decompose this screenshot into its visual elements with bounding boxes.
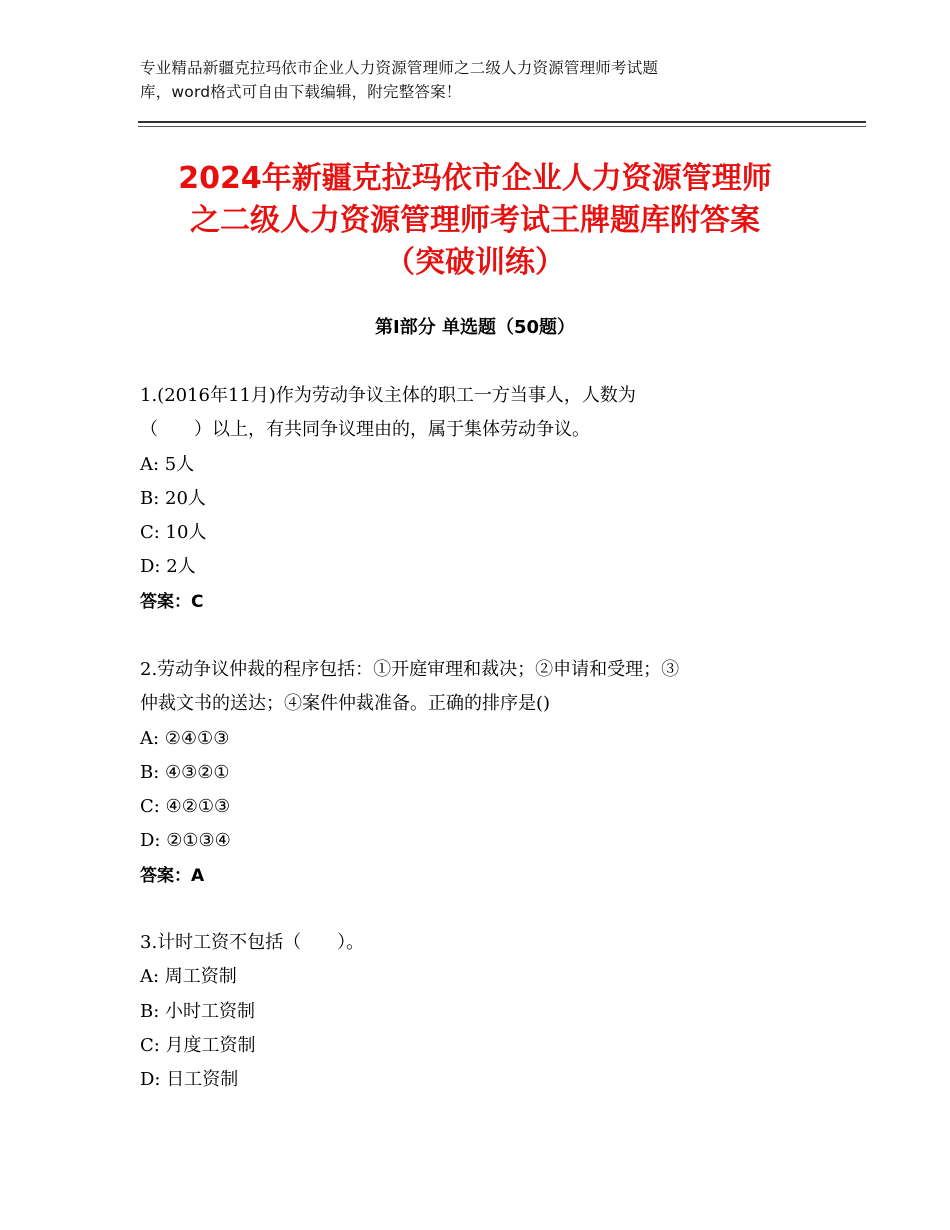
- question-1-option-c: C: 10人: [140, 522, 207, 544]
- question-3-option-c: C: 月度工资制: [140, 1034, 256, 1056]
- question-1: [140, 379, 820, 619]
- question-1-option-d: D: 2人: [140, 556, 196, 578]
- question-1-option-b: B: 20人: [140, 487, 206, 509]
- question-1-answer: 答案：C: [140, 591, 204, 612]
- header-divider-thin: [138, 126, 866, 127]
- title-line-1: 2024年新疆克拉玛依市企业人力资源管理师: [178, 161, 772, 196]
- question-2-stem-line-2: 仲裁文书的送达；④案件仲裁准备。正确的排序是(): [140, 693, 551, 715]
- header-divider-thick: [138, 121, 866, 123]
- question-2-option-b: B: ④③②①: [140, 761, 230, 783]
- title-line-3: （突破训练）: [385, 245, 565, 280]
- question-2-option-d: D: ②①③④: [140, 830, 231, 852]
- header-note-line-1: 专业精品新疆克拉玛依市企业人力资源管理师之二级人力资源管理师考试题: [140, 59, 659, 77]
- question-3-option-b: B: 小时工资制: [140, 1000, 256, 1022]
- question-3: [140, 926, 820, 1097]
- question-2-option-c: C: ④②①③: [140, 796, 231, 818]
- question-1-stem-line-1: 1.(2016年11月)作为劳动争议主体的职工一方当事人，人数为: [140, 385, 636, 406]
- question-1-stem-line-2: （ ）以上，有共同争议理由的，属于集体劳动争议。: [140, 419, 590, 441]
- title-line-2: 之二级人力资源管理师考试王牌题库附答案: [190, 203, 760, 238]
- section-title: 第Ⅰ部分 单选题（50题）: [374, 317, 575, 338]
- question-1-option-a: A: 5人: [140, 453, 195, 475]
- header-note-line-2: 库，word格式可自由下载编辑，附完整答案！: [140, 83, 462, 101]
- question-2-option-a: A: ②④①③: [140, 727, 230, 749]
- question-3-option-d: D: 日工资制: [140, 1069, 239, 1091]
- header-note: [140, 56, 820, 104]
- document-title: [120, 158, 830, 284]
- question-2-answer: 答案：A: [140, 865, 205, 886]
- question-2-stem-line-1: 2.劳动争议仲裁的程序包括：①开庭审理和裁决；②申请和受理；③: [140, 659, 680, 680]
- question-3-option-a: A: 周工资制: [140, 966, 237, 988]
- question-3-stem-line-1: 3.计时工资不包括（ ）。: [140, 932, 365, 953]
- question-2: [140, 653, 820, 893]
